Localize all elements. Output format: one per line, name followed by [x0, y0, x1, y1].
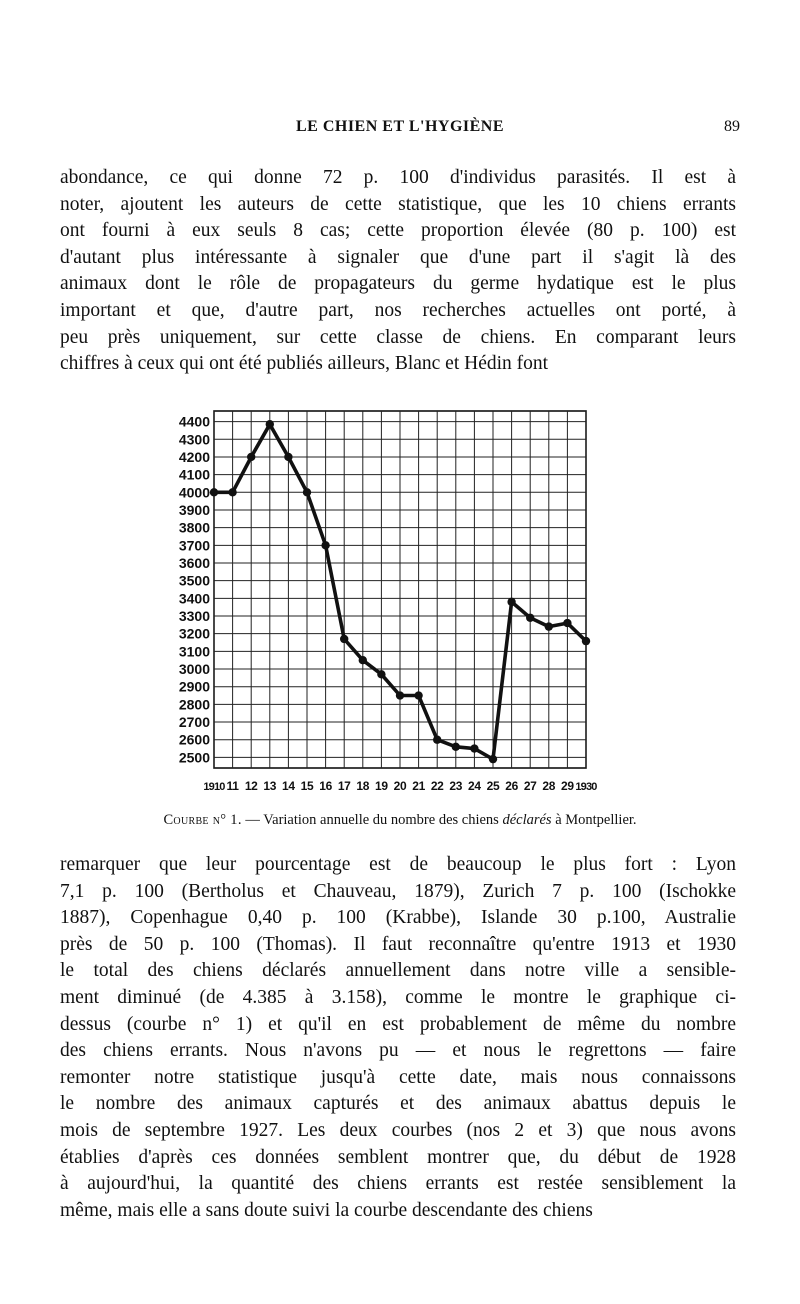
data-point — [545, 622, 553, 630]
caption-dash: — — [245, 812, 260, 828]
x-tick-label: 13 — [263, 779, 277, 793]
data-point — [489, 755, 497, 763]
y-tick-label: 3900 — [178, 501, 210, 518]
x-tick-label: 27 — [523, 779, 537, 793]
text-line: le nombre des animaux capturés et des animaux abattus depuis le — [60, 1093, 736, 1115]
x-tick-label: 17 — [337, 779, 351, 793]
y-tick-label: 4400 — [178, 413, 210, 430]
page-number: 89 — [724, 118, 740, 135]
text-line: mois de septembre 1927. Les deux courbes (nos 2 et 3) que nous avons — [60, 1119, 736, 1141]
x-tick-label: 21 — [412, 779, 425, 793]
data-point — [210, 488, 218, 496]
y-tick-label: 3200 — [178, 625, 210, 642]
x-tick-label: 14 — [282, 779, 295, 793]
text-line: remonter notre statistique jusqu'à cette date, mais nous connaissons — [60, 1066, 736, 1088]
text-line: à aujourd'hui, la quantité des chiens errants est restée sensiblement la — [60, 1173, 736, 1195]
x-tick-label: 18 — [356, 779, 370, 793]
text-line: 7,1 p. 100 (Bertholus et Chauveau, 1879), Zurich 7 p. 100 (Ischokke — [60, 880, 736, 902]
data-point — [526, 614, 534, 622]
y-tick-label: 2700 — [178, 714, 210, 731]
figure-chart — [160, 405, 600, 805]
data-point — [303, 488, 311, 496]
y-tick-label: 3800 — [178, 519, 210, 536]
text-line: remarquer que leur pourcentage est de beaucoup le plus fort : Lyon — [60, 854, 736, 875]
y-tick-label: 2900 — [178, 678, 210, 695]
x-tick-label: 23 — [449, 779, 463, 793]
x-tick-label: 1910 — [203, 781, 225, 793]
text-line: important et que, d'autre part, nos recherches actuelles ont porté, à — [60, 299, 736, 321]
text-line: près de 50 p. 100 (Thomas). Il faut reconnaître qu'entre 1913 et 1930 — [60, 933, 736, 955]
text-line: abondance, ce qui donne 72 p. 100 d'individus parasités. Il est à — [60, 167, 736, 188]
text-line: des chiens errants. Nous n'avons pu — et nous le regrettons — faire — [60, 1040, 736, 1062]
y-tick-label: 2800 — [178, 696, 210, 713]
x-tick-label: 26 — [505, 779, 518, 793]
data-point — [452, 743, 460, 751]
y-tick-label: 2600 — [178, 731, 210, 748]
x-tick-label: 16 — [319, 779, 332, 793]
text-line: noter, ajoutent les auteurs de cette statistique, que les 10 chiens errants — [60, 193, 736, 215]
y-tick-label: 3700 — [178, 537, 210, 554]
x-tick-label: 25 — [486, 779, 500, 793]
text-line: le total des chiens déclarés annuellement dans notre ville a sensible- — [60, 960, 736, 982]
x-tick-label: 24 — [468, 779, 481, 793]
data-point — [507, 598, 515, 606]
y-tick-label: 4200 — [178, 448, 210, 465]
x-tick-label: 28 — [542, 779, 556, 793]
y-tick-label: 4000 — [178, 484, 210, 501]
y-tick-label: 3500 — [178, 572, 210, 589]
x-tick-label: 19 — [375, 779, 388, 793]
text-line: ont fourni à eux seuls 8 cas; cette proportion élevée (80 p. 100) est — [60, 220, 736, 242]
x-tick-label: 29 — [561, 779, 574, 793]
data-point — [340, 635, 348, 643]
text-line: d'autant plus intéressante à signaler que d'une part il s'agit là des — [60, 246, 736, 268]
text-line: établies d'après ces données semblent montrer que, du début de 1928 — [60, 1146, 736, 1168]
y-tick-label: 3600 — [178, 554, 210, 571]
text-line: 1887), Copenhague 0,40 p. 100 (Krabbe), Islande 30 p.100, Australie — [60, 907, 736, 929]
data-point — [228, 488, 236, 496]
line-chart — [160, 405, 600, 805]
data-point — [433, 736, 441, 744]
text-line: même, mais elle a sans doute suivi la courbe descendante des chiens — [60, 1199, 593, 1221]
data-point — [414, 691, 422, 699]
caption-text: Variation annuelle du nombre des chiens — [263, 812, 499, 828]
data-point — [582, 637, 590, 645]
caption-italic: déclarés — [502, 812, 552, 828]
x-tick-label: 11 — [226, 779, 239, 793]
x-tick-label: 22 — [430, 779, 444, 793]
running-title: LE CHIEN ET L'HYGIÈNE — [295, 118, 505, 135]
data-point — [377, 670, 385, 678]
data-point — [247, 453, 255, 461]
data-point — [563, 619, 571, 627]
y-tick-label: 3000 — [178, 661, 210, 678]
caption-text-end: à Montpellier. — [555, 812, 637, 828]
x-tick-label: 12 — [244, 779, 258, 793]
y-tick-label: 4100 — [178, 466, 210, 483]
data-point — [284, 453, 292, 461]
text-line: dessus (courbe n° 1) et qu'il en est probablement de même du nombre — [60, 1013, 736, 1035]
text-line: chiffres à ceux qui ont été publiés ailleurs, Blanc et Hédin font — [60, 353, 549, 375]
data-point — [321, 541, 329, 549]
y-tick-label: 3400 — [178, 590, 210, 607]
y-tick-label: 4300 — [178, 431, 210, 448]
paragraph-top — [60, 165, 736, 378]
figure-caption — [60, 812, 740, 829]
data-point — [266, 420, 274, 428]
x-tick-label: 15 — [300, 779, 314, 793]
y-tick-label: 2500 — [178, 749, 210, 766]
caption-label: Courbe n° 1. — [163, 812, 242, 828]
x-tick-label: 1930 — [575, 781, 597, 793]
y-tick-label: 3100 — [178, 643, 210, 660]
y-tick-label: 3300 — [178, 608, 210, 625]
data-point — [359, 656, 367, 664]
text-line: peu près uniquement, sur cette classe de chiens. En comparant leurs — [60, 326, 736, 348]
text-line: animaux dont le rôle de propagateurs du germe hydatique est le plus — [60, 273, 736, 295]
x-tick-label: 20 — [393, 779, 407, 793]
text-line: ment diminué (de 4.385 à 3.158), comme le montre le graphique ci- — [60, 986, 736, 1008]
data-point — [470, 744, 478, 752]
data-point — [396, 691, 404, 699]
running-header — [60, 118, 740, 144]
paragraph-bottom — [60, 852, 736, 1224]
